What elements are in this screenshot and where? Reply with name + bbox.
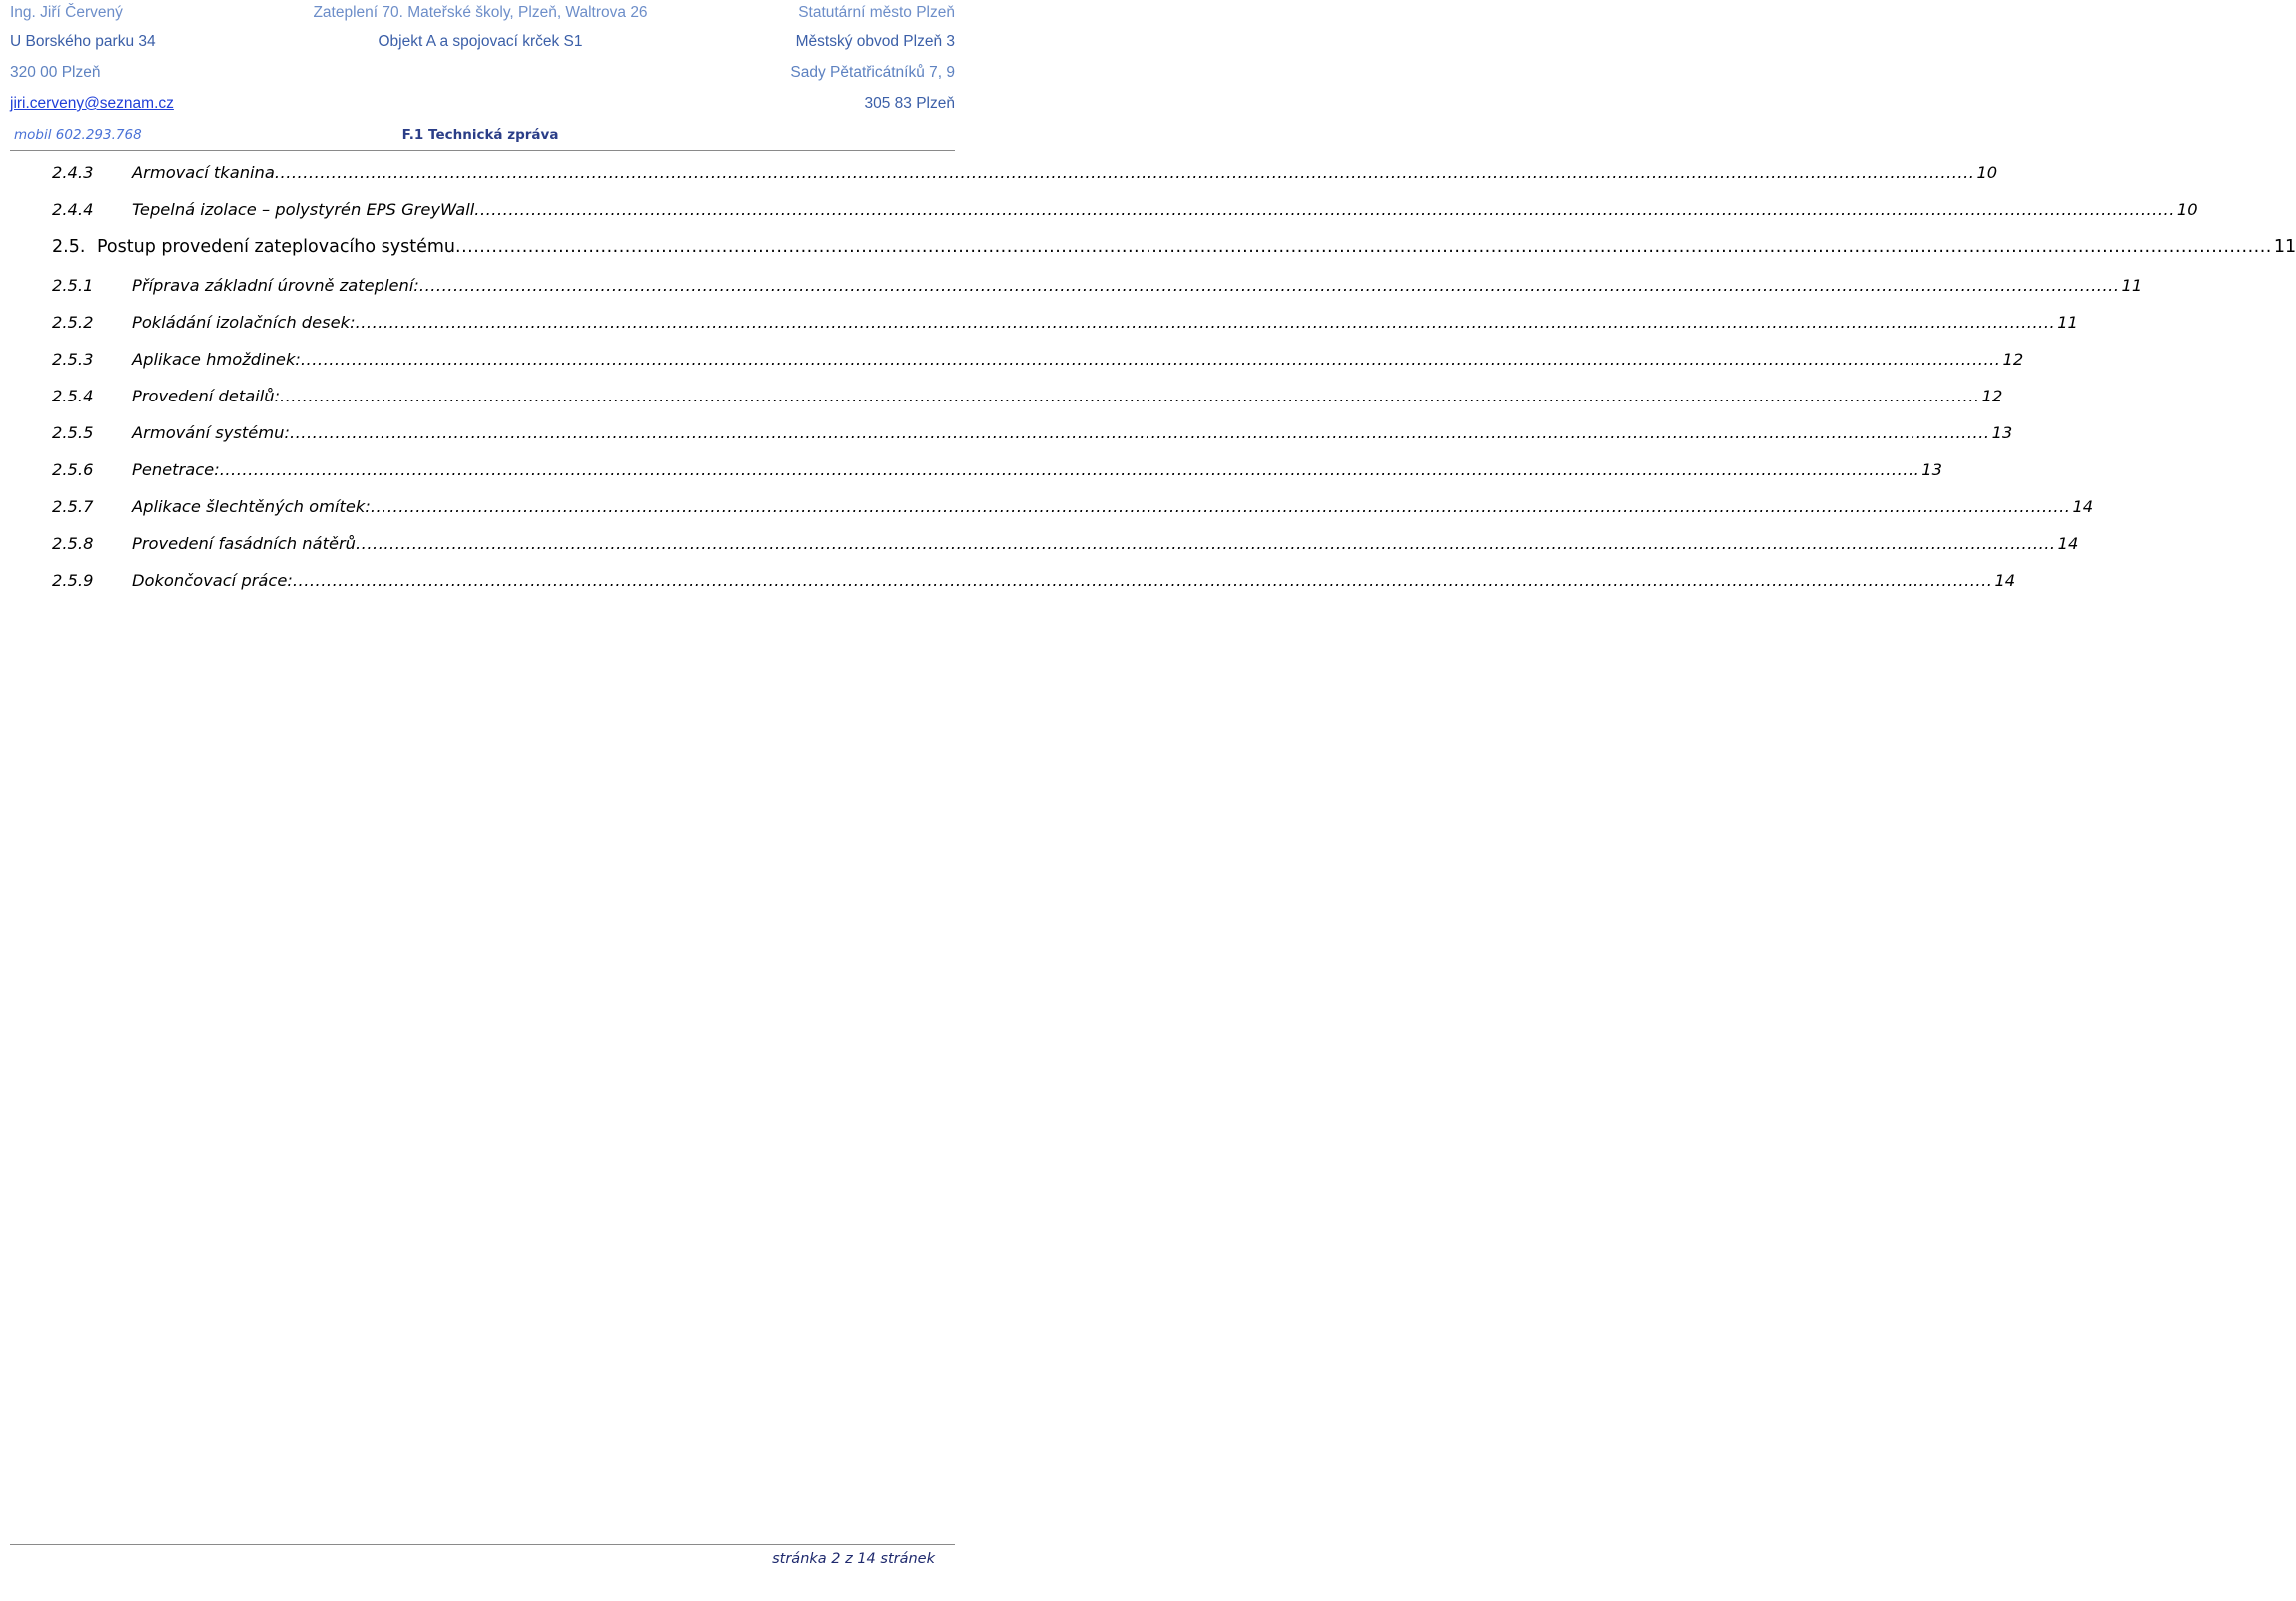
client-name: Statutární město Plzeň xyxy=(798,4,955,21)
header-divider xyxy=(10,150,955,151)
toc-leader-dots: ............................................................................................................................................................................................................................................................................................................ xyxy=(418,276,2120,295)
toc-entry-page: 14 xyxy=(1994,571,2016,590)
toc-entry-number: 2.5.9 xyxy=(52,571,94,590)
toc-entry-number: 2.5.6 xyxy=(52,460,94,479)
toc-leader-dots: ............................................................................................................................................................................................................................................................................................................ xyxy=(292,571,1993,590)
toc-entry-title: Aplikace šlechtěných omítek: xyxy=(132,497,371,516)
footer-divider xyxy=(10,1544,955,1545)
client-street: Sady Pětatřicátníků 7, 9 xyxy=(790,64,955,81)
header-row-2 xyxy=(10,27,955,57)
toc-entry-number: 2.5.2 xyxy=(52,313,94,332)
toc-leader-dots: ............................................................................................................................................................................................................................................................................................................ xyxy=(280,387,1980,405)
toc-entry-title: Penetrace: xyxy=(132,460,220,479)
header-row-5 xyxy=(10,120,955,150)
toc-entry-page: 11 xyxy=(2121,276,2143,295)
toc-leader-dots: ............................................................................................................................................................................................................................................................................................................ xyxy=(300,350,2001,369)
header-row-1 xyxy=(10,0,955,28)
toc-entry[interactable] xyxy=(52,455,1943,485)
toc-entry-title: Příprava základní úrovně zateplení: xyxy=(132,276,419,295)
client-district: Městský obvod Plzeň 3 xyxy=(795,33,955,50)
toc-entry[interactable] xyxy=(52,566,2016,596)
author-city: 320 00 Plzeň xyxy=(10,64,101,81)
toc-entry-page: 14 xyxy=(2072,497,2094,516)
toc-entry[interactable] xyxy=(52,529,2079,559)
toc-entry-title: Provedení fasádních nátěrů xyxy=(132,534,356,553)
client-city: 305 83 Plzeň xyxy=(864,95,955,112)
toc-entry[interactable] xyxy=(52,271,2143,301)
project-object: Objekt A a spojovací krček S1 xyxy=(378,33,583,50)
toc-entry[interactable] xyxy=(52,158,1998,188)
toc-entry-page: 13 xyxy=(1991,423,2013,442)
author-email-link[interactable]: jiri.cerveny@seznam.cz xyxy=(10,95,174,112)
author-street: U Borského parku 34 xyxy=(10,33,156,50)
toc-entry-page: 11 xyxy=(2057,313,2078,332)
page-header xyxy=(0,0,959,150)
toc-entry-number: 2.4.4 xyxy=(52,200,94,219)
header-row-4 xyxy=(10,89,955,119)
toc-entry-title: Tepelná izolace – polystyrén EPS GreyWall xyxy=(132,200,475,219)
toc-entry[interactable] xyxy=(52,382,2003,411)
toc-entry-title: Armovací tkanina xyxy=(132,163,275,182)
toc-leader-dots: ............................................................................................................................................................................................................................................................................................................ xyxy=(219,460,1920,479)
toc-leader-dots: ............................................................................................................................................................................................................................................................................................................ xyxy=(455,237,2272,257)
toc-entry[interactable] xyxy=(52,232,2296,262)
toc-leader-dots: ............................................................................................................................................................................................................................................................................................................ xyxy=(274,163,1975,182)
document-title: F.1 Technická zpráva xyxy=(401,127,559,143)
toc-leader-dots: ............................................................................................................................................................................................................................................................................................................ xyxy=(355,313,2056,332)
toc-leader-dots: ............................................................................................................................................................................................................................................................................................................ xyxy=(289,423,1990,442)
toc-entry-page: 10 xyxy=(2176,200,2198,219)
toc-entry-page: 10 xyxy=(1976,163,1998,182)
toc-leader-dots: ............................................................................................................................................................................................................................................................................................................ xyxy=(356,534,2056,553)
toc-entry-number: 2.5.5 xyxy=(52,423,94,442)
toc-entry-number: 2.5.3 xyxy=(52,350,94,369)
toc-entry[interactable] xyxy=(52,345,2024,375)
toc-entry-page: 13 xyxy=(1921,460,1943,479)
toc-entry-title: Armování systému: xyxy=(132,423,290,442)
header-row-3 xyxy=(10,58,955,88)
toc-entry-page: 12 xyxy=(2002,350,2024,369)
page-number-footer: stránka 2 z 14 stránek xyxy=(772,1551,935,1567)
toc-entry-number: 2.5. xyxy=(52,237,86,257)
toc-entry-page: 12 xyxy=(1981,387,2003,405)
toc-entry-number: 2.5.4 xyxy=(52,387,94,405)
toc-leader-dots: ............................................................................................................................................................................................................................................................................................................ xyxy=(370,497,2071,516)
toc-entry-number: 2.5.8 xyxy=(52,534,94,553)
toc-entry-number: 2.5.1 xyxy=(52,276,94,295)
toc-entry-title: Dokončovací práce: xyxy=(132,571,293,590)
toc-entry-title: Aplikace hmoždinek: xyxy=(132,350,301,369)
project-title: Zateplení 70. Mateřské školy, Plzeň, Waltrova 26 xyxy=(313,4,648,21)
toc-entry[interactable] xyxy=(52,418,2013,448)
toc-entry-page: 11 xyxy=(2273,237,2296,257)
toc-entry[interactable] xyxy=(52,195,2198,225)
toc-entry-page: 14 xyxy=(2057,534,2079,553)
toc-entry-title: Provedení detailů: xyxy=(132,387,281,405)
toc-entry-title: Postup provedení zateplovacího systému xyxy=(97,237,456,257)
toc-entry[interactable] xyxy=(52,308,2078,338)
toc-leader-dots: ............................................................................................................................................................................................................................................................................................................ xyxy=(474,200,2175,219)
toc-entry-title: Pokládání izolačních desek: xyxy=(132,313,356,332)
author-name: Ing. Jiří Červený xyxy=(10,4,123,21)
toc-entry-number: 2.5.7 xyxy=(52,497,94,516)
toc-entry[interactable] xyxy=(52,492,2094,522)
toc-entry-number: 2.4.3 xyxy=(52,163,94,182)
author-phone: mobil 602.293.768 xyxy=(14,127,142,143)
